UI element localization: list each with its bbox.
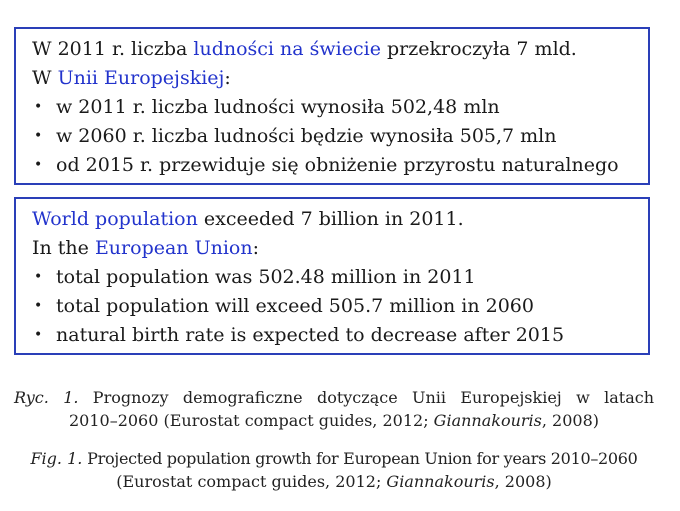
- polish-line-2-before: W: [32, 67, 58, 89]
- english-line-2-before: In the: [32, 237, 95, 259]
- english-summary-box: [14, 197, 650, 355]
- caption-polish-line-1: [14, 386, 654, 409]
- english-line-2-after: :: [252, 237, 259, 259]
- caption-english-line-1: [14, 447, 654, 470]
- english-line-1-after: exceeded 7 billion in 2011.: [197, 208, 464, 230]
- polish-summary-box: [14, 27, 650, 185]
- english-bullet-item: • total population was 502.48 million in 2011: [32, 263, 634, 292]
- polish-bullet-list: [32, 93, 634, 180]
- english-eu-highlight: European Union: [94, 237, 253, 259]
- caption-english-text-1: Projected population growth for European Union for years 2010–2060: [82, 449, 638, 468]
- polish-line-2: [32, 64, 634, 93]
- caption-polish-author: Giannakouris: [433, 411, 542, 430]
- caption-english-author: Giannakouris: [386, 472, 495, 491]
- polish-line-1: [32, 35, 634, 64]
- caption-polish-text-2a: 2010–2060 (Eurostat compact guides, 2012;: [68, 411, 434, 430]
- polish-eu-highlight: Unii Europejskiej: [57, 67, 225, 89]
- english-line-1: [32, 205, 634, 234]
- polish-line-2-after: :: [224, 67, 231, 89]
- caption-polish-label: Ryc. 1.: [14, 388, 79, 407]
- caption-english-line-2: [14, 470, 654, 493]
- caption-polish-line-2: [14, 409, 654, 432]
- english-world-population-highlight: World population: [32, 208, 198, 230]
- caption-english-label: Fig. 1.: [30, 449, 83, 468]
- english-bullet-item: • total population will exceed 505.7 million in 2060: [32, 292, 634, 321]
- polish-bullet-item: • od 2015 r. przewiduje się obniżenie przyrostu naturalnego: [32, 151, 634, 180]
- english-bullet-item: • natural birth rate is expected to decrease after 2015: [32, 321, 634, 350]
- caption-polish-text-2b: , 2008): [541, 411, 600, 430]
- polish-line-1-before: W 2011 r. liczba: [32, 38, 194, 60]
- polish-line-1-after: przekroczyła 7 mld.: [380, 38, 577, 60]
- figure-caption-polish: [14, 386, 654, 432]
- caption-polish-text-1: Prognozy demograficzne dotyczące Unii Europejskiej w latach: [78, 388, 655, 407]
- figure-caption-english: [14, 447, 654, 493]
- polish-bullet-item: • w 2011 r. liczba ludności wynosiła 502,48 mln: [32, 93, 634, 122]
- polish-world-population-highlight: ludności na świecie: [193, 38, 381, 60]
- caption-english-text-2a: (Eurostat compact guides, 2012;: [116, 472, 387, 491]
- english-line-2: [32, 234, 634, 263]
- caption-english-text-2b: , 2008): [494, 472, 552, 491]
- polish-bullet-item: • w 2060 r. liczba ludności będzie wynosiła 505,7 mln: [32, 122, 634, 151]
- english-bullet-list: [32, 263, 634, 350]
